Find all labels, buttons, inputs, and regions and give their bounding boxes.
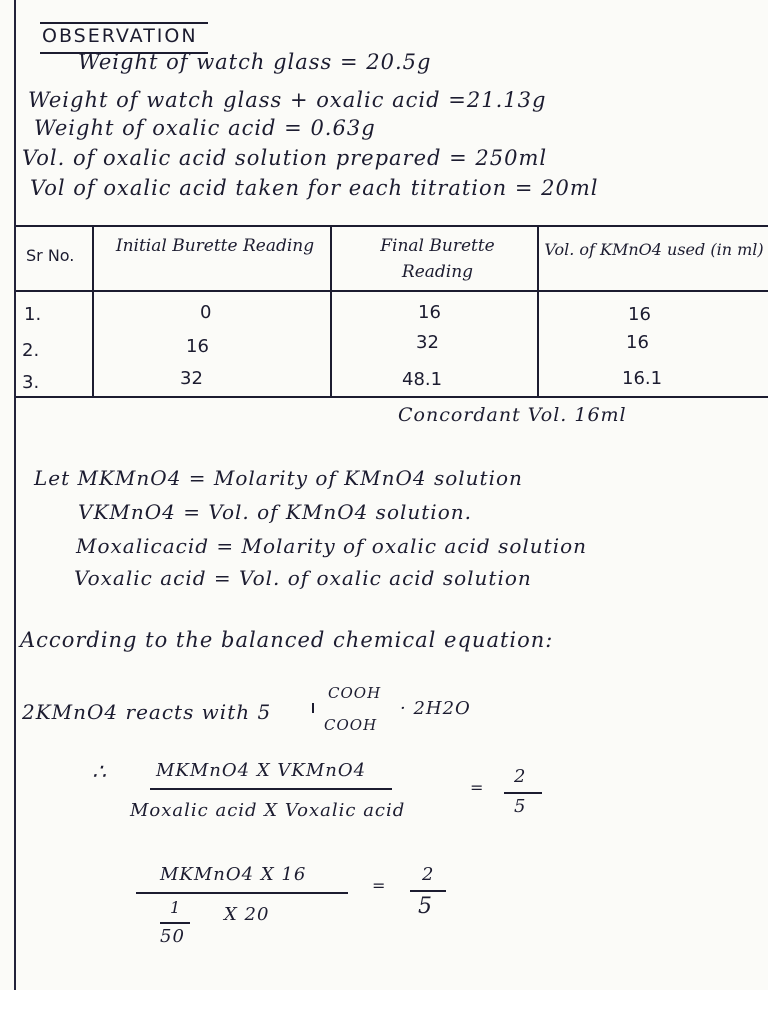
header-sr-no: Sr No. bbox=[26, 246, 75, 265]
eq1-rhs-bar bbox=[504, 792, 542, 794]
eq2-den-fraction-denominator: 50 bbox=[160, 926, 185, 947]
eq2-rhs-numerator: 2 bbox=[422, 864, 435, 885]
row1-initial: 0 bbox=[200, 302, 212, 323]
observation-heading: OBSERVATION bbox=[40, 22, 208, 54]
eq1-rhs-numerator: 2 bbox=[514, 766, 527, 787]
header-initial-reading: Initial Burette Reading bbox=[115, 236, 315, 256]
table-col-divider-1 bbox=[92, 225, 94, 396]
equation-intro: According to the balanced chemical equation: bbox=[20, 628, 554, 652]
obs-watch-glass-weight: Weight of watch glass = 20.5g bbox=[78, 50, 432, 74]
row3-final: 48.1 bbox=[402, 369, 443, 390]
cooh-bottom: COOH bbox=[324, 716, 378, 734]
header-final-reading: Final Burette Reading bbox=[380, 236, 495, 282]
row1-sr: 1. bbox=[24, 304, 42, 325]
table-col-divider-3 bbox=[537, 225, 539, 396]
eq1-numerator: MKMnO4 X VKMnO4 bbox=[156, 760, 367, 781]
row1-volume: 16 bbox=[628, 304, 651, 325]
row3-sr: 3. bbox=[22, 372, 40, 393]
page-bottom-edge bbox=[0, 990, 768, 1024]
therefore-symbol: ∴ bbox=[92, 760, 107, 785]
obs-solution-volume: Vol. of oxalic acid solution prepared = 250ml bbox=[22, 146, 548, 170]
row3-volume: 16.1 bbox=[622, 368, 663, 389]
eq2-numerator: MKMnO4 X 16 bbox=[160, 864, 307, 885]
eq2-equals: = bbox=[372, 876, 387, 895]
obs-titration-volume: Vol of oxalic acid taken for each titration = 20ml bbox=[30, 176, 599, 200]
row2-initial: 16 bbox=[186, 336, 209, 357]
eq1-equals: = bbox=[470, 778, 485, 797]
eq2-den-fraction-bar bbox=[160, 922, 190, 924]
eq1-denominator: Moxalic acid X Voxalic acid bbox=[130, 800, 406, 821]
row3-initial: 32 bbox=[180, 368, 203, 389]
reaction-left: 2KMnO4 reacts with 5 bbox=[22, 700, 272, 724]
eq2-den-fraction-numerator: 1 bbox=[170, 898, 182, 917]
table-col-divider-2 bbox=[330, 225, 332, 396]
eq2-rhs-bar bbox=[410, 890, 446, 892]
header-kmno4-volume: Vol. of KMnO4 used (in ml) bbox=[544, 240, 764, 259]
definition-m-oxalic: Moxalicacid = Molarity of oxalic acid solution bbox=[76, 534, 588, 558]
row2-volume: 16 bbox=[626, 332, 649, 353]
obs-oxalic-acid-weight: Weight of oxalic acid = 0.63g bbox=[34, 116, 376, 140]
cooh-top: COOH bbox=[328, 684, 382, 702]
page-margin-line bbox=[14, 0, 16, 990]
table-top-border bbox=[16, 225, 768, 227]
table-bottom-border bbox=[16, 396, 768, 398]
definition-v-kmno4: VKMnO4 = Vol. of KMnO4 solution. bbox=[78, 500, 472, 524]
eq2-den-rest: X 20 bbox=[224, 904, 270, 925]
obs-watch-glass-plus-acid: Weight of watch glass + oxalic acid =21.13g bbox=[28, 88, 547, 112]
eq1-rhs-denominator: 5 bbox=[514, 796, 527, 817]
eq2-fraction-bar bbox=[136, 892, 348, 894]
concordant-volume: Concordant Vol. 16ml bbox=[398, 404, 627, 426]
row1-final: 16 bbox=[418, 302, 441, 323]
definition-m-kmno4: Let MKMnO4 = Molarity of KMnO4 solution bbox=[34, 466, 523, 490]
cooh-bond bbox=[312, 703, 314, 713]
row2-final: 32 bbox=[416, 332, 439, 353]
eq2-rhs-denominator: 5 bbox=[418, 894, 433, 919]
definition-v-oxalic: Voxalic acid = Vol. of oxalic acid solution bbox=[74, 566, 532, 590]
table-header-border bbox=[16, 290, 768, 292]
reaction-right: · 2H2O bbox=[400, 698, 471, 719]
row2-sr: 2. bbox=[22, 340, 40, 361]
eq1-fraction-bar bbox=[150, 788, 392, 790]
